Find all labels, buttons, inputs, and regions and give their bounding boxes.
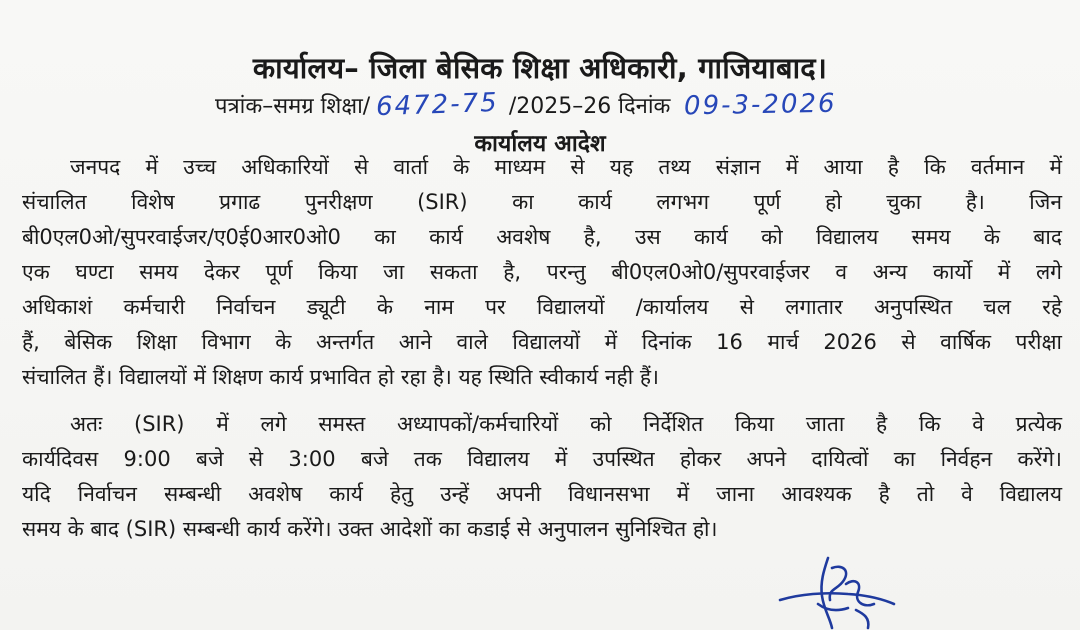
paragraph-line: यदि निर्वाचन सम्बन्धी अवशेष कार्य हेतु उन्हें अपनी विधानसभा में जाना आवश्यक है तो वे विद्यालय bbox=[22, 482, 1062, 506]
paragraph-line: जनपद में उच्च अधिकारियों से वार्ता के माध्यम से यह तथ्य संज्ञान में आया है कि वर्तमान में bbox=[70, 155, 1062, 179]
office-heading: कार्यालय– जिला बेसिक शिक्षा अधिकारी, गाजियाबाद। bbox=[252, 51, 828, 85]
paragraph-line: संचालित हैं। विद्यालयों में शिक्षण कार्य प्रभावित हो रहा है। यह स्थिति स्वीकार्य नही हैं। bbox=[22, 365, 659, 389]
ref-prefix: पत्रांक–समग्र शिक्षा/ bbox=[215, 94, 371, 119]
ref-number-handwritten: 6472-75 bbox=[375, 87, 500, 123]
signature-icon bbox=[770, 548, 910, 630]
paragraph-line: अधिकाशं कर्मचारी निर्वाचन ड्यूटी के नाम पर विद्यालयों /कार्यालय से लगातार अनुपस्थित चल रहे bbox=[22, 295, 1062, 319]
paragraph-line: समय के बाद (SIR) सम्बन्धी कार्य करेंगे। उक्त आदेशों का कडाई से अनुपालन सुनिश्चित हो। bbox=[22, 517, 718, 541]
order-title: कार्यालय आदेश bbox=[474, 131, 606, 157]
paragraph-line: अतः (SIR) में लगे समस्त अध्यापकों/कर्मचारियों को निर्देशित किया जाता है कि वे प्रत्येक bbox=[70, 412, 1062, 436]
paragraph-line: संचालित विशेष प्रगाढ पुनरीक्षण (SIR) का कार्य लगभग पूर्ण हो चुका है। जिन bbox=[22, 190, 1062, 214]
paragraph-line: हैं, बेसिक शिक्षा विभाग के अन्तर्गत आने वाले विद्यालयों में दिनांक 16 मार्च 2026 से वार्षिक परीक्षा bbox=[22, 330, 1062, 354]
reference-line bbox=[215, 87, 838, 123]
paragraph-line: कार्यदिवस 9:00 बजे से 3:00 बजे तक विद्यालय में उपस्थित होकर अपने दायित्वों का निर्वहन करेंगे। bbox=[22, 447, 1062, 471]
ref-year: /2025–26 दिनांक bbox=[508, 94, 671, 119]
paragraph-line: एक घण्टा समय देकर पूर्ण किया जा सकता है, परन्तु बी0एल0ओ0/सुपरवाईजर व अन्य कार्यो में लगे bbox=[22, 260, 1062, 284]
paragraph-1 bbox=[22, 150, 1062, 395]
paragraph-line: बी0एल0ओ/सुपरवाईजर/ए0ई0आर0ओ0 का कार्य अवशेष है, उस कार्य को विद्यालय समय के बाद bbox=[22, 225, 1062, 249]
date-handwritten: 09-3-2026 bbox=[684, 88, 838, 122]
paragraph-2 bbox=[22, 407, 1062, 547]
